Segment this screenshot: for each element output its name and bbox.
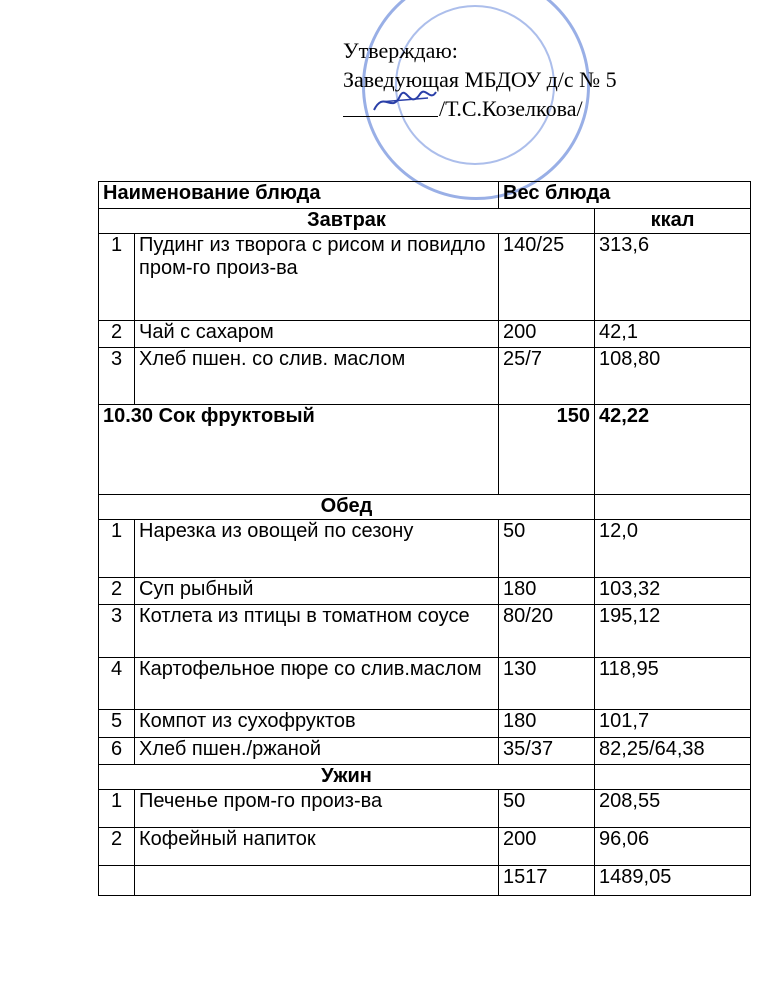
signature-icon (370, 80, 440, 120)
dish-weight: 50 (499, 790, 595, 828)
table-row (99, 348, 751, 405)
snack-name: 10.30 Сок фруктовый (99, 405, 499, 495)
table-row (99, 828, 751, 866)
table-row (99, 578, 751, 605)
dinner-section-row (99, 765, 751, 790)
menu-table (98, 181, 751, 896)
total-kcal: 1489,05 (595, 866, 751, 896)
table-header-row (99, 182, 751, 209)
dish-kcal: 208,55 (595, 790, 751, 828)
table-row (99, 658, 751, 710)
dish-name: Нарезка из овощей по сезону (135, 520, 499, 578)
row-number: 6 (99, 738, 135, 765)
dish-weight: 180 (499, 710, 595, 738)
dish-name: Котлета из птицы в томатном соусе (135, 605, 499, 658)
dish-weight: 140/25 (499, 234, 595, 321)
dish-kcal: 12,0 (595, 520, 751, 578)
table-row (99, 321, 751, 348)
dish-weight: 25/7 (499, 348, 595, 405)
snack-row (99, 405, 751, 495)
row-number: 2 (99, 828, 135, 866)
dish-name: Кофейный напиток (135, 828, 499, 866)
row-number: 2 (99, 578, 135, 605)
header-name: Наименование блюда (99, 182, 499, 209)
dish-weight: 130 (499, 658, 595, 710)
row-number: 1 (99, 520, 135, 578)
snack-kcal: 42,22 (595, 405, 751, 495)
table-row (99, 605, 751, 658)
dish-weight: 80/20 (499, 605, 595, 658)
kcal-label: ккал (595, 209, 751, 234)
dish-kcal: 42,1 (595, 321, 751, 348)
snack-weight: 150 (499, 405, 595, 495)
dish-weight: 50 (499, 520, 595, 578)
dish-weight: 200 (499, 321, 595, 348)
dish-name: Печенье пром-го произ-ва (135, 790, 499, 828)
dish-name: Компот из сухофруктов (135, 710, 499, 738)
row-number: 1 (99, 234, 135, 321)
lunch-title: Обед (99, 495, 595, 520)
dish-kcal: 82,25/64,38 (595, 738, 751, 765)
dish-name: Хлеб пшен. со слив. маслом (135, 348, 499, 405)
table-row (99, 234, 751, 321)
approval-position: Заведующая МБДОУ д/с № 5 (343, 67, 617, 92)
breakfast-title: Завтрак (99, 209, 595, 234)
row-number: 3 (99, 348, 135, 405)
row-number: 4 (99, 658, 135, 710)
dish-weight: 180 (499, 578, 595, 605)
dish-name: Суп рыбный (135, 578, 499, 605)
dish-kcal: 96,06 (595, 828, 751, 866)
dish-kcal: 101,7 (595, 710, 751, 738)
dish-name: Чай с сахаром (135, 321, 499, 348)
dinner-title: Ужин (99, 765, 595, 790)
table-row (99, 738, 751, 765)
dish-kcal: 195,12 (595, 605, 751, 658)
dish-name: Картофельное пюре со слив.маслом (135, 658, 499, 710)
header-weight: Вес блюда (499, 182, 751, 209)
approval-title: Утверждаю: (343, 38, 458, 63)
row-number: 5 (99, 710, 135, 738)
table-row (99, 520, 751, 578)
total-row (99, 866, 751, 896)
breakfast-section-row (99, 209, 751, 234)
lunch-section-row (99, 495, 751, 520)
dish-name: Пудинг из творога с рисом и повидло пром-го произ-ва (135, 234, 499, 321)
dish-kcal: 108,80 (595, 348, 751, 405)
row-number: 1 (99, 790, 135, 828)
dish-kcal: 103,32 (595, 578, 751, 605)
dish-kcal: 118,95 (595, 658, 751, 710)
dish-kcal: 313,6 (595, 234, 751, 321)
dish-weight: 200 (499, 828, 595, 866)
total-weight: 1517 (499, 866, 595, 896)
row-number: 2 (99, 321, 135, 348)
approval-name: /Т.С.Козелкова/ (439, 96, 583, 121)
dish-weight: 35/37 (499, 738, 595, 765)
table-row (99, 790, 751, 828)
row-number: 3 (99, 605, 135, 658)
dish-name: Хлеб пшен./ржаной (135, 738, 499, 765)
table-row (99, 710, 751, 738)
